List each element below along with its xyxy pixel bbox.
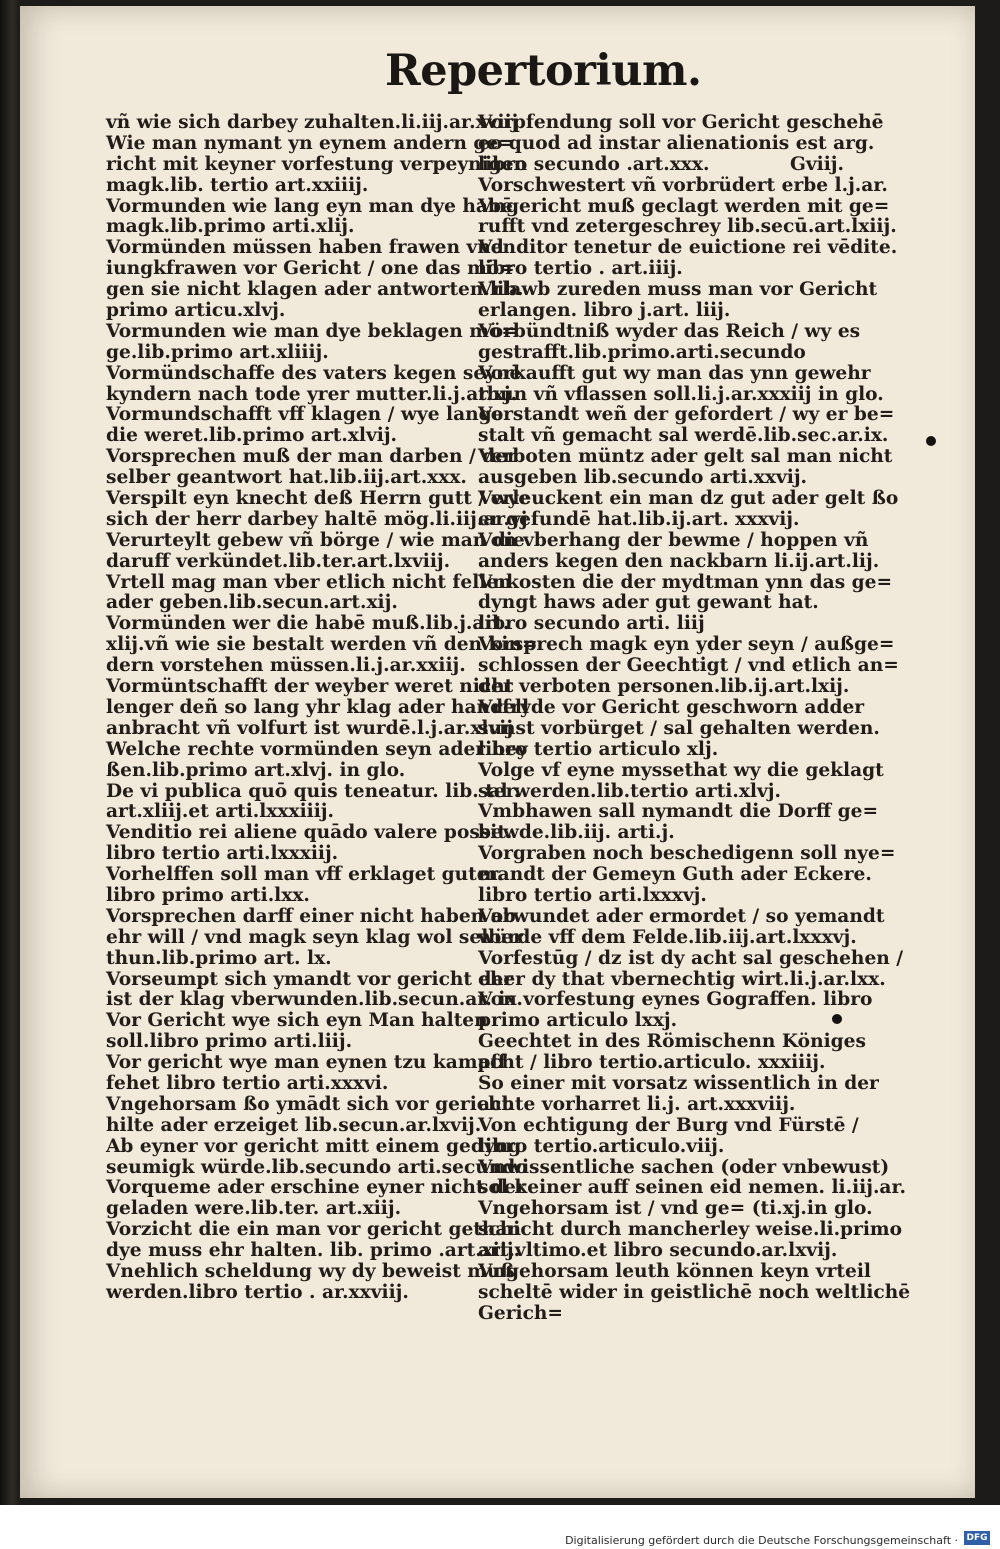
- text-line: Welche rechte vormünden seyn ader hey: [106, 738, 528, 760]
- text-line: ehr will / vnd magk seyn klag wol selber: [106, 926, 523, 948]
- text-line: libro secundo .art.xxx.: [478, 153, 710, 175]
- text-line: Vorkaufft gut wy man das ynn gewehr: [478, 362, 871, 384]
- text-line: sol keiner auff seinen eid nemen. li.iij.ar.: [478, 1177, 907, 1199]
- text-line: Vorsprechen darff einer nicht haben ab: [106, 905, 516, 927]
- text-line: libro tertio.articulo.viij.: [478, 1135, 725, 1157]
- left-column: [106, 112, 538, 1304]
- text-line: libro primo arti.lxx.: [106, 884, 310, 906]
- text-line: Vrtell mag man vber etlich nicht fellen: [106, 571, 512, 593]
- text-line: Vormünden müssen haben frawen vnd: [106, 237, 504, 259]
- text-line: eher dy that vbernechtig wirt.li.j.ar.lxx.: [478, 968, 886, 990]
- book-edge: [0, 0, 20, 1505]
- text-line: Verleuckent ein man dz gut ader gelt ßo: [478, 488, 899, 510]
- text-line: Vorschwestert vñ vorbrüdert erbe l.j.ar.: [478, 174, 888, 196]
- document-page: [20, 6, 975, 1498]
- text-line: Vorfestūg / dz ist dy acht sal geschehen /: [478, 947, 904, 969]
- text-line: magk.lib. tertio art.xxiiij.: [106, 174, 369, 196]
- text-line: Vormüntschafft der weyber weret nicht: [106, 676, 514, 698]
- text-line: anbracht vñ volfurt ist wurdē.l.j.ar.xlvij: [106, 717, 514, 739]
- text-line: schicht durch mancherley weise.li.primo: [478, 1219, 902, 1241]
- text-line: Vor Gericht wye sich eyn Man halten: [106, 1010, 488, 1032]
- text-line: die weret.lib.primo art.xlvij.: [106, 425, 398, 447]
- text-line: Verspilt eyn knecht deß Herrn gutt / wye: [106, 488, 531, 510]
- text-line: Von echtigung der Burg vnd Fürstē /: [478, 1114, 859, 1136]
- text-line: er gefundē hat.lib.ij.art. xxxvij.: [478, 508, 800, 530]
- text-line: Gerich=: [478, 1302, 563, 1324]
- text-line: würde vff dem Felde.lib.iij.art.lxxxvj.: [478, 926, 857, 948]
- text-line: Vorsprechen muß der man darben / der: [106, 446, 517, 468]
- text-line: Vorwundet ader ermordet / so yemandt: [478, 905, 885, 927]
- text-line: acht / libro tertio.articulo. xxxiiij.: [478, 1052, 826, 1074]
- footer-bar: [0, 1505, 1000, 1549]
- text-line: bewde.lib.iij. arti.j.: [478, 822, 675, 844]
- text-line: schlossen der Geechtigt / vnd etlich an=: [478, 655, 899, 677]
- text-line: libro tertio articulo xlj.: [478, 738, 719, 760]
- text-line: vñ wie sich darbey zuhalten.li.iij.ar.xviij: [106, 112, 519, 133]
- text-line: geladen were.lib.ter. art.xiij.: [106, 1198, 402, 1220]
- text-line: Geechtet in des Römischenn Königes: [478, 1031, 866, 1053]
- ink-dot-mark: [832, 1014, 842, 1024]
- text-line: Wie man nymant yn eynem andern ge=: [106, 132, 514, 154]
- text-line: Verurteylt gebew vñ börge / wie man die: [106, 529, 525, 551]
- text-line: kyndern nach tode yrer mutter.li.j.ar.xj.: [106, 383, 518, 405]
- text-line: Vormunden wie man dye beklagen mö=: [106, 320, 517, 342]
- text-line: Vorpfendung soll vor Gericht geschehē: [478, 112, 884, 133]
- text-line: xlij.vñ wie sie bestalt werden vñ den kin=: [106, 634, 538, 656]
- text-line: Vmbhawen sall nymandt die Dorff ge=: [478, 801, 879, 823]
- text-line: Verboten müntz ader gelt sal man nicht: [478, 446, 893, 468]
- text-line: scheltē wider in geistlichē noch weltlichē: [478, 1281, 911, 1303]
- text-line: Von vorfestung eynes Gograffen. libro: [478, 989, 873, 1011]
- text-line: libro tertio arti.lxxxvj.: [478, 884, 707, 906]
- text-line: Vorgraben noch beschedigenn soll nye=: [478, 843, 896, 865]
- text-line: lenger deñ so lang yhr klag ader handell: [106, 696, 530, 718]
- right-column: [478, 112, 911, 1325]
- text-line: art.xliij.et arti.lxxxiiij.: [106, 801, 334, 823]
- text-line: Vngehorsam ist / vnd ge= (ti.xj.in glo.: [478, 1198, 873, 1220]
- text-line: gen sie nicht klagen ader antworten.lib.: [106, 279, 524, 301]
- text-line: sich der herr darbey haltē mög.li.iij.ar.vj: [106, 508, 528, 530]
- text-line: thun vñ vflassen soll.li.j.ar.xxxiij in glo.: [478, 383, 884, 405]
- text-line: dyngt haws ader gut gewant hat.: [478, 592, 819, 614]
- text-line: Vormundschafft vff klagen / wye lange: [106, 404, 504, 426]
- text-line: sal werden.lib.tertio arti.xlvj.: [478, 780, 781, 802]
- text-line: Vormündschaffe des vaters kegen seynē: [106, 362, 522, 384]
- text-line: Venditio rei aliene quādo valere possit.: [106, 822, 513, 844]
- text-line: art.vltimo.et libro secundo.ar.lxvij.: [478, 1240, 838, 1262]
- text-line: Vngehorsam leuth können keyn vrteil: [478, 1260, 871, 1282]
- text-line: Venditor tenetur de euictione rei vēdite.: [478, 237, 898, 259]
- text-line: Vnehlich scheldung wy dy beweist muß: [106, 1260, 515, 1282]
- text-line: Vnwissentliche sachen (oder vnbewust): [478, 1156, 890, 1178]
- text-line: iungkfrawen vor Gericht / one das mö=: [106, 258, 515, 280]
- text-line: ausgeben lib.secundo arti.xxvij.: [478, 467, 808, 489]
- text-line: Vorbündtniß wyder das Reich / wy es: [478, 320, 861, 342]
- text-line: thun.lib.primo art. lx.: [106, 947, 332, 969]
- text-line: Volge vf eyne myssethat wy die geklagt: [478, 759, 884, 781]
- dfg-logo: DFG: [964, 1531, 990, 1545]
- text-line: Vrlawb zureden muss man vor Gericht: [478, 279, 878, 301]
- text-line: sunst vorbürget / sal gehalten werden.: [478, 717, 880, 739]
- text-line: dye muss ehr halten. lib. primo .art.xiij.: [106, 1240, 521, 1262]
- text-line: ader geben.lib.secun.art.xij.: [106, 592, 398, 614]
- footer-credit: Digitalisierung gefördert durch die Deutsche Forschungsgemeinschaft ·: [565, 1534, 958, 1547]
- text-line: magk.lib.primo arti.xlij.: [106, 216, 355, 238]
- text-line: seumigk würde.lib.secundo arti.secundo: [106, 1156, 528, 1178]
- text-line: der verboten personen.lib.ij.art.lxij.: [478, 676, 850, 698]
- margin-note: Gviij.: [789, 153, 844, 175]
- text-line: Vngehorsam ßo ymādt sich vor gericht: [106, 1093, 511, 1115]
- text-line: gestrafft.lib.primo.arti.secundo: [478, 341, 806, 363]
- text-line: fehet libro tertio arti.xxxvi.: [106, 1072, 389, 1094]
- text-line: Vormunden wie lang eyn man dye habē: [106, 195, 513, 217]
- text-line: Vorhelffen soll man vff erklaget guter.: [106, 864, 504, 886]
- text-line: stalt vñ gemacht sal werdē.lib.sec.ar.ix.: [478, 425, 889, 447]
- text-line: anders kegen den nackbarn li.ij.art.lij.: [478, 550, 880, 572]
- text-line: selber geantwort hat.lib.iij.art.xxx.: [106, 467, 467, 489]
- text-line: rufft vnd zetergeschrey lib.secū.art.lxiij.: [478, 216, 897, 238]
- text-line: primo articulo lxxj.: [478, 1010, 678, 1032]
- text-line: libro secundo arti. liij: [478, 613, 705, 635]
- text-line: Vorqueme ader erschine eyner nicht der: [106, 1177, 526, 1199]
- text-line: Ab eyner vor gericht mitt einem gedyng: [106, 1135, 522, 1157]
- text-line: richt mit keyner vorfestung verpeynigen: [106, 153, 528, 175]
- text-line: Vor gericht wye man eynen tzu kampff: [106, 1052, 506, 1074]
- ink-dot-mark: [926, 436, 936, 446]
- page-title: Repertorium.: [385, 46, 702, 96]
- text-line: libro tertio arti.lxxxiij.: [106, 843, 339, 865]
- text-line: soll.libro primo arti.liij.: [106, 1031, 353, 1053]
- text-line: ge.lib.primo art.xliiij.: [106, 341, 329, 363]
- text-line: Vorzicht die ein man vor gericht gethan: [106, 1219, 521, 1241]
- text-line: Vorstandt weñ der gefordert / wy er be=: [478, 404, 895, 426]
- text-line: ist der klag vberwunden.lib.secun.ar. ix.: [106, 989, 523, 1011]
- text-line: Vngericht muß geclagt werden mit ge=: [478, 195, 890, 217]
- text-line: werden.libro tertio . ar.xxviij.: [106, 1281, 409, 1303]
- text-line: dern vorstehen müssen.li.j.ar.xxiij.: [106, 655, 466, 677]
- text-line: mandt der Gemeyn Guth ader Eckere.: [478, 864, 872, 886]
- text-line: primo articu.xlvj.: [106, 300, 286, 322]
- text-line: Vnkosten die der mydtman ynn das ge=: [478, 571, 893, 593]
- text-line: Vorsprech magk eyn yder seyn / außge=: [478, 634, 895, 656]
- text-line: libro tertio . art.iiij.: [478, 258, 683, 280]
- text-line: De vi publica quō quis teneatur. lib. ter.: [106, 780, 521, 802]
- text-line: achte vorharret li.j. art.xxxviij.: [478, 1093, 796, 1115]
- text-line: hilte ader erzeiget lib.secun.ar.lxvij.: [106, 1114, 482, 1136]
- text-line: Von vberhang der bewme / hoppen vñ: [478, 529, 869, 551]
- text-line: So einer mit vorsatz wissentlich in der: [478, 1072, 879, 1094]
- text-line: erlangen. libro j.art. liij.: [478, 300, 731, 322]
- text-line: Vorseumpt sich ymandt vor gericht der: [106, 968, 514, 990]
- text-line: Vrfryde vor Gericht geschworn adder: [478, 696, 865, 718]
- text-line: ßen.lib.primo art.xlvj. in glo.: [106, 759, 406, 781]
- text-line: daruff verkündet.lib.ter.art.lxviij.: [106, 550, 451, 572]
- text-line: Vormünden wer die habē muß.lib.j.art.: [106, 613, 510, 635]
- text-line: eo quod ad instar alienationis est arg.: [478, 132, 875, 154]
